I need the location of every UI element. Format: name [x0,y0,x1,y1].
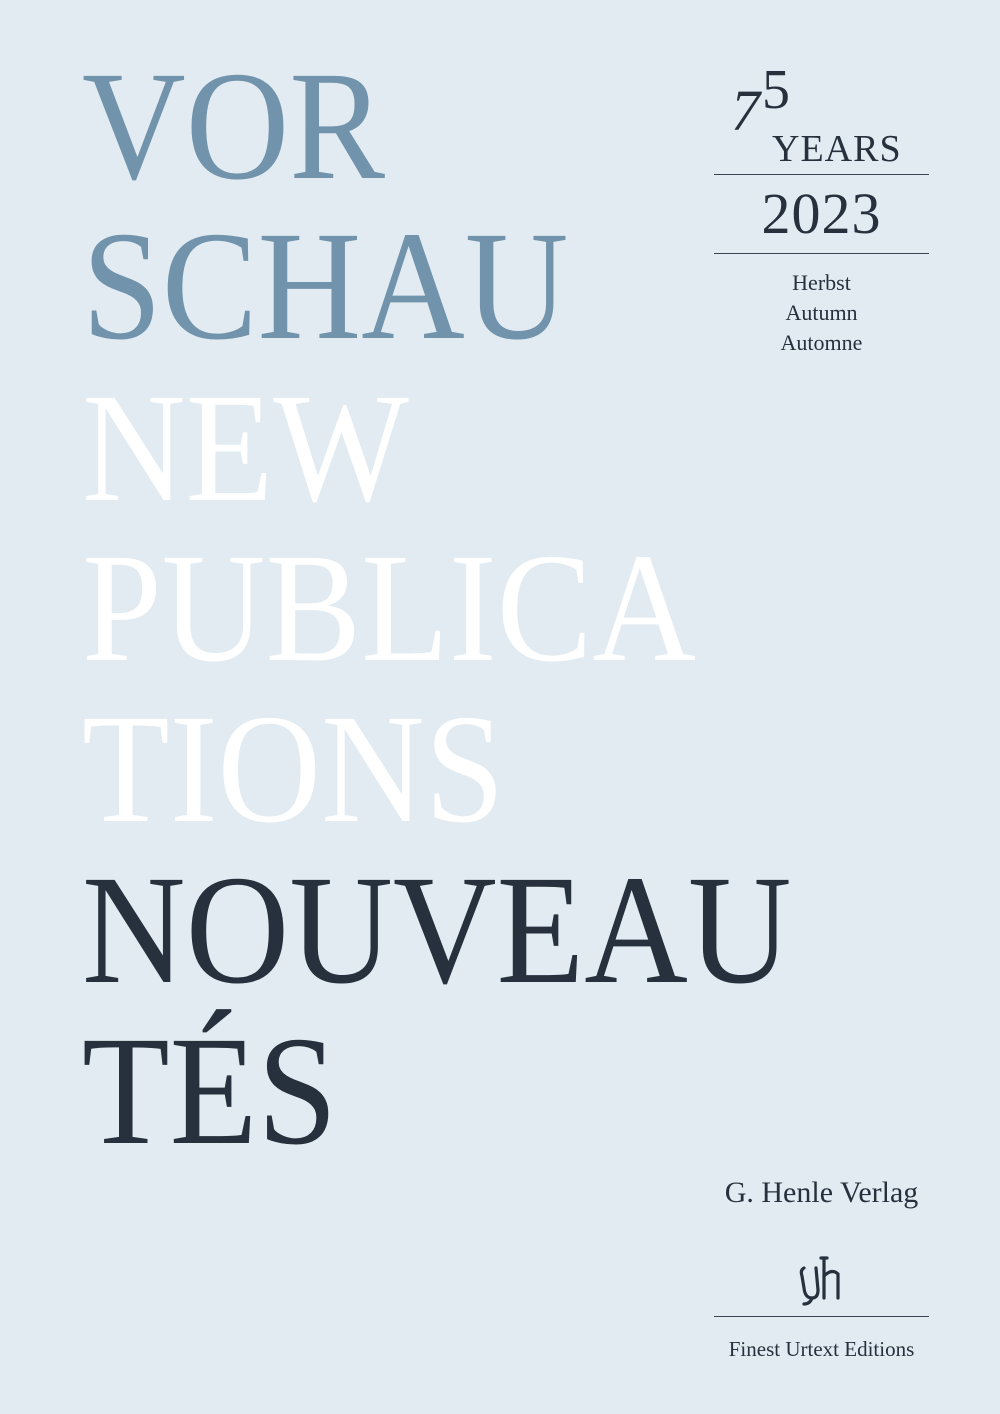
season-english: Autumn [785,300,858,325]
anniversary-digit-five: 5 [762,59,790,121]
title-line-new: NEW [82,361,409,534]
anniversary-years-label: YEARS [772,128,902,170]
season-list [714,268,929,358]
title-line-tes: TÉS [82,1004,338,1177]
title-line-schau: SCHAU [82,199,569,372]
title-line-tions: TIONS [82,682,505,855]
publisher-name: G. Henle Verlag [724,1176,919,1209]
edition-year: 2023 [761,181,882,246]
title-line-publica: PUBLICA [82,521,697,694]
anniversary-digit-seven: 7 [731,78,760,143]
footer-rule [714,1316,929,1317]
season-german: Herbst [792,270,851,295]
tagline: Finest Urtext Editions [728,1337,915,1361]
anniversary-mark [714,59,929,174]
badge-rule-bottom [714,253,929,254]
title-line-vor: VOR [82,39,386,212]
henle-monogram-icon [794,1254,850,1306]
title-line-nouveau: NOUVEAU [82,843,792,1016]
edition-badge [714,59,929,358]
season-french: Automne [780,330,863,355]
